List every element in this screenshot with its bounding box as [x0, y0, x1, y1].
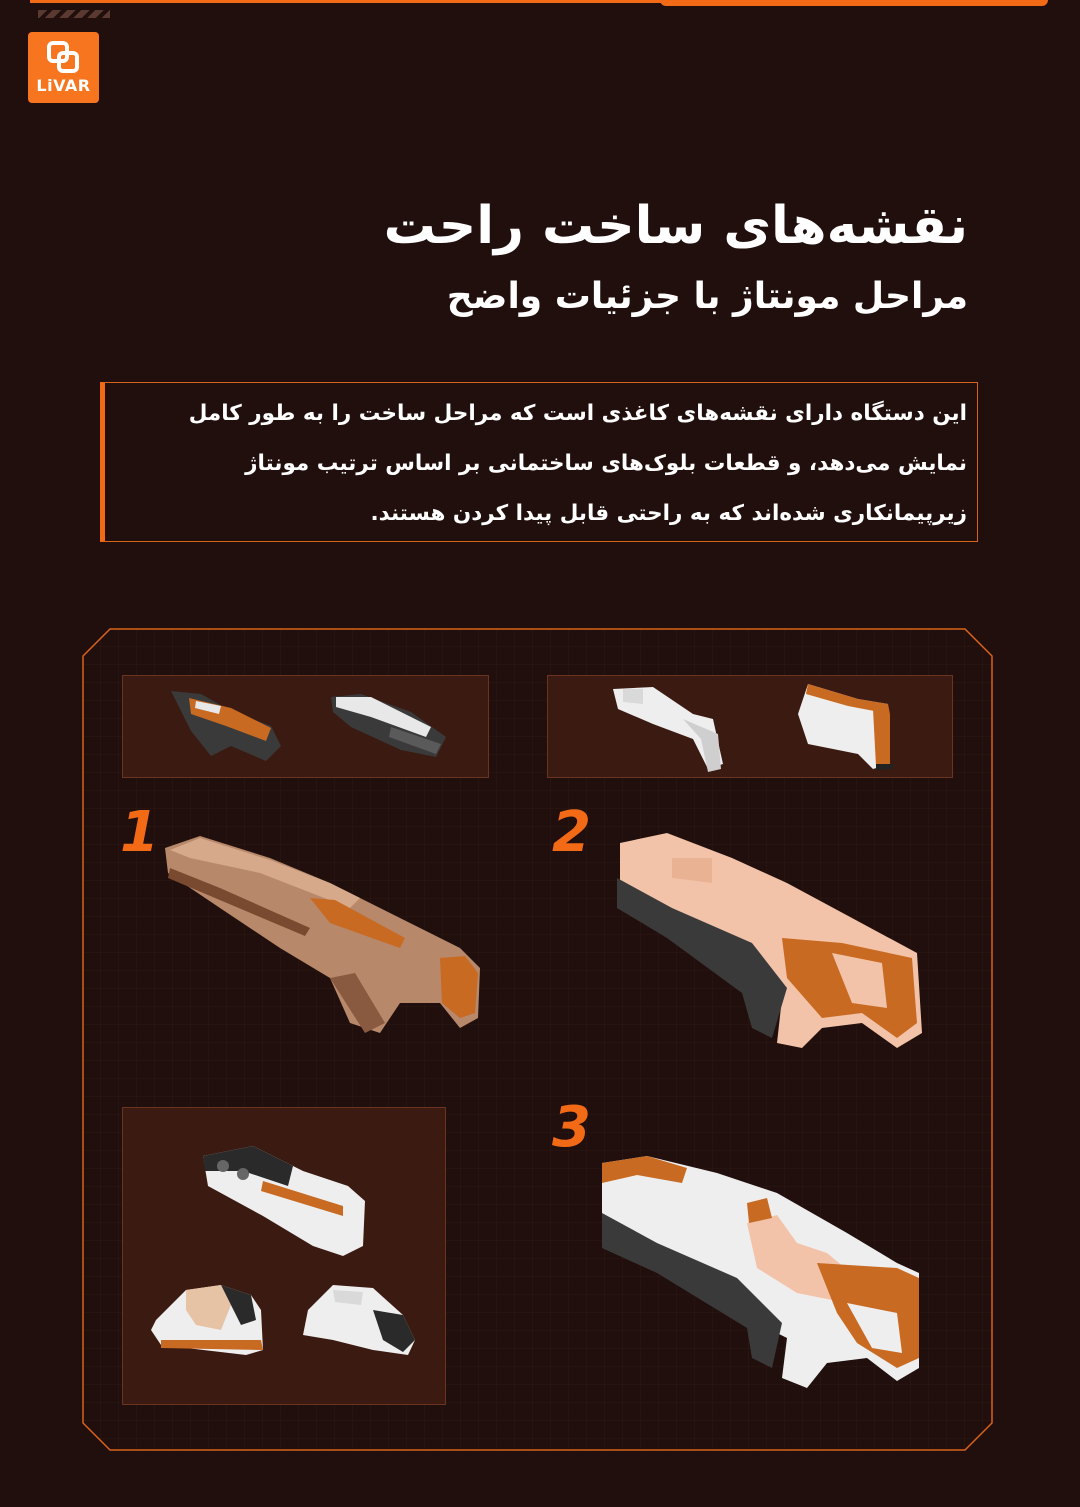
- logo-mark-icon: [47, 41, 81, 75]
- step-number-2: 2: [552, 800, 591, 865]
- step2-parts-illustration: [548, 676, 952, 777]
- assembly-panel: [82, 628, 993, 1451]
- livar-logo: [28, 32, 99, 103]
- step-number-3: 3: [552, 1095, 591, 1160]
- step2-rifle-model: [612, 828, 927, 1053]
- description-text: این دستگاه دارای نقشه‌های کاغذی است که مراحل ساخت را به طور کامل نمایش می‌دهد، و قطعات بلوک‌های ساختمانی بر اساس ترتیب مونتاژ زیرپیمانکاری شده‌اند که به راحتی قابل پیدا کردن هستند.: [188, 401, 967, 526]
- step3-parts-illustration: [123, 1108, 445, 1404]
- step1-rifle-model: [160, 828, 490, 1043]
- hatch-decoration: [38, 10, 110, 18]
- step3-rifle-model: [597, 1153, 927, 1393]
- step-number-1: 1: [120, 800, 159, 865]
- top-accent-line: [30, 0, 670, 3]
- top-accent-tab: [660, 0, 1048, 6]
- page-subtitle: مراحل مونتاژ با جزئیات واضح: [446, 276, 968, 317]
- step1-parts-illustration: [123, 676, 488, 777]
- page-title: نقشه‌های ساخت راحت: [383, 196, 968, 256]
- step3-parts-box: [122, 1107, 446, 1405]
- logo-text: LiVAR: [36, 76, 91, 95]
- step1-parts-box: [122, 675, 489, 778]
- step2-parts-box: [547, 675, 953, 778]
- description-box: [100, 382, 978, 542]
